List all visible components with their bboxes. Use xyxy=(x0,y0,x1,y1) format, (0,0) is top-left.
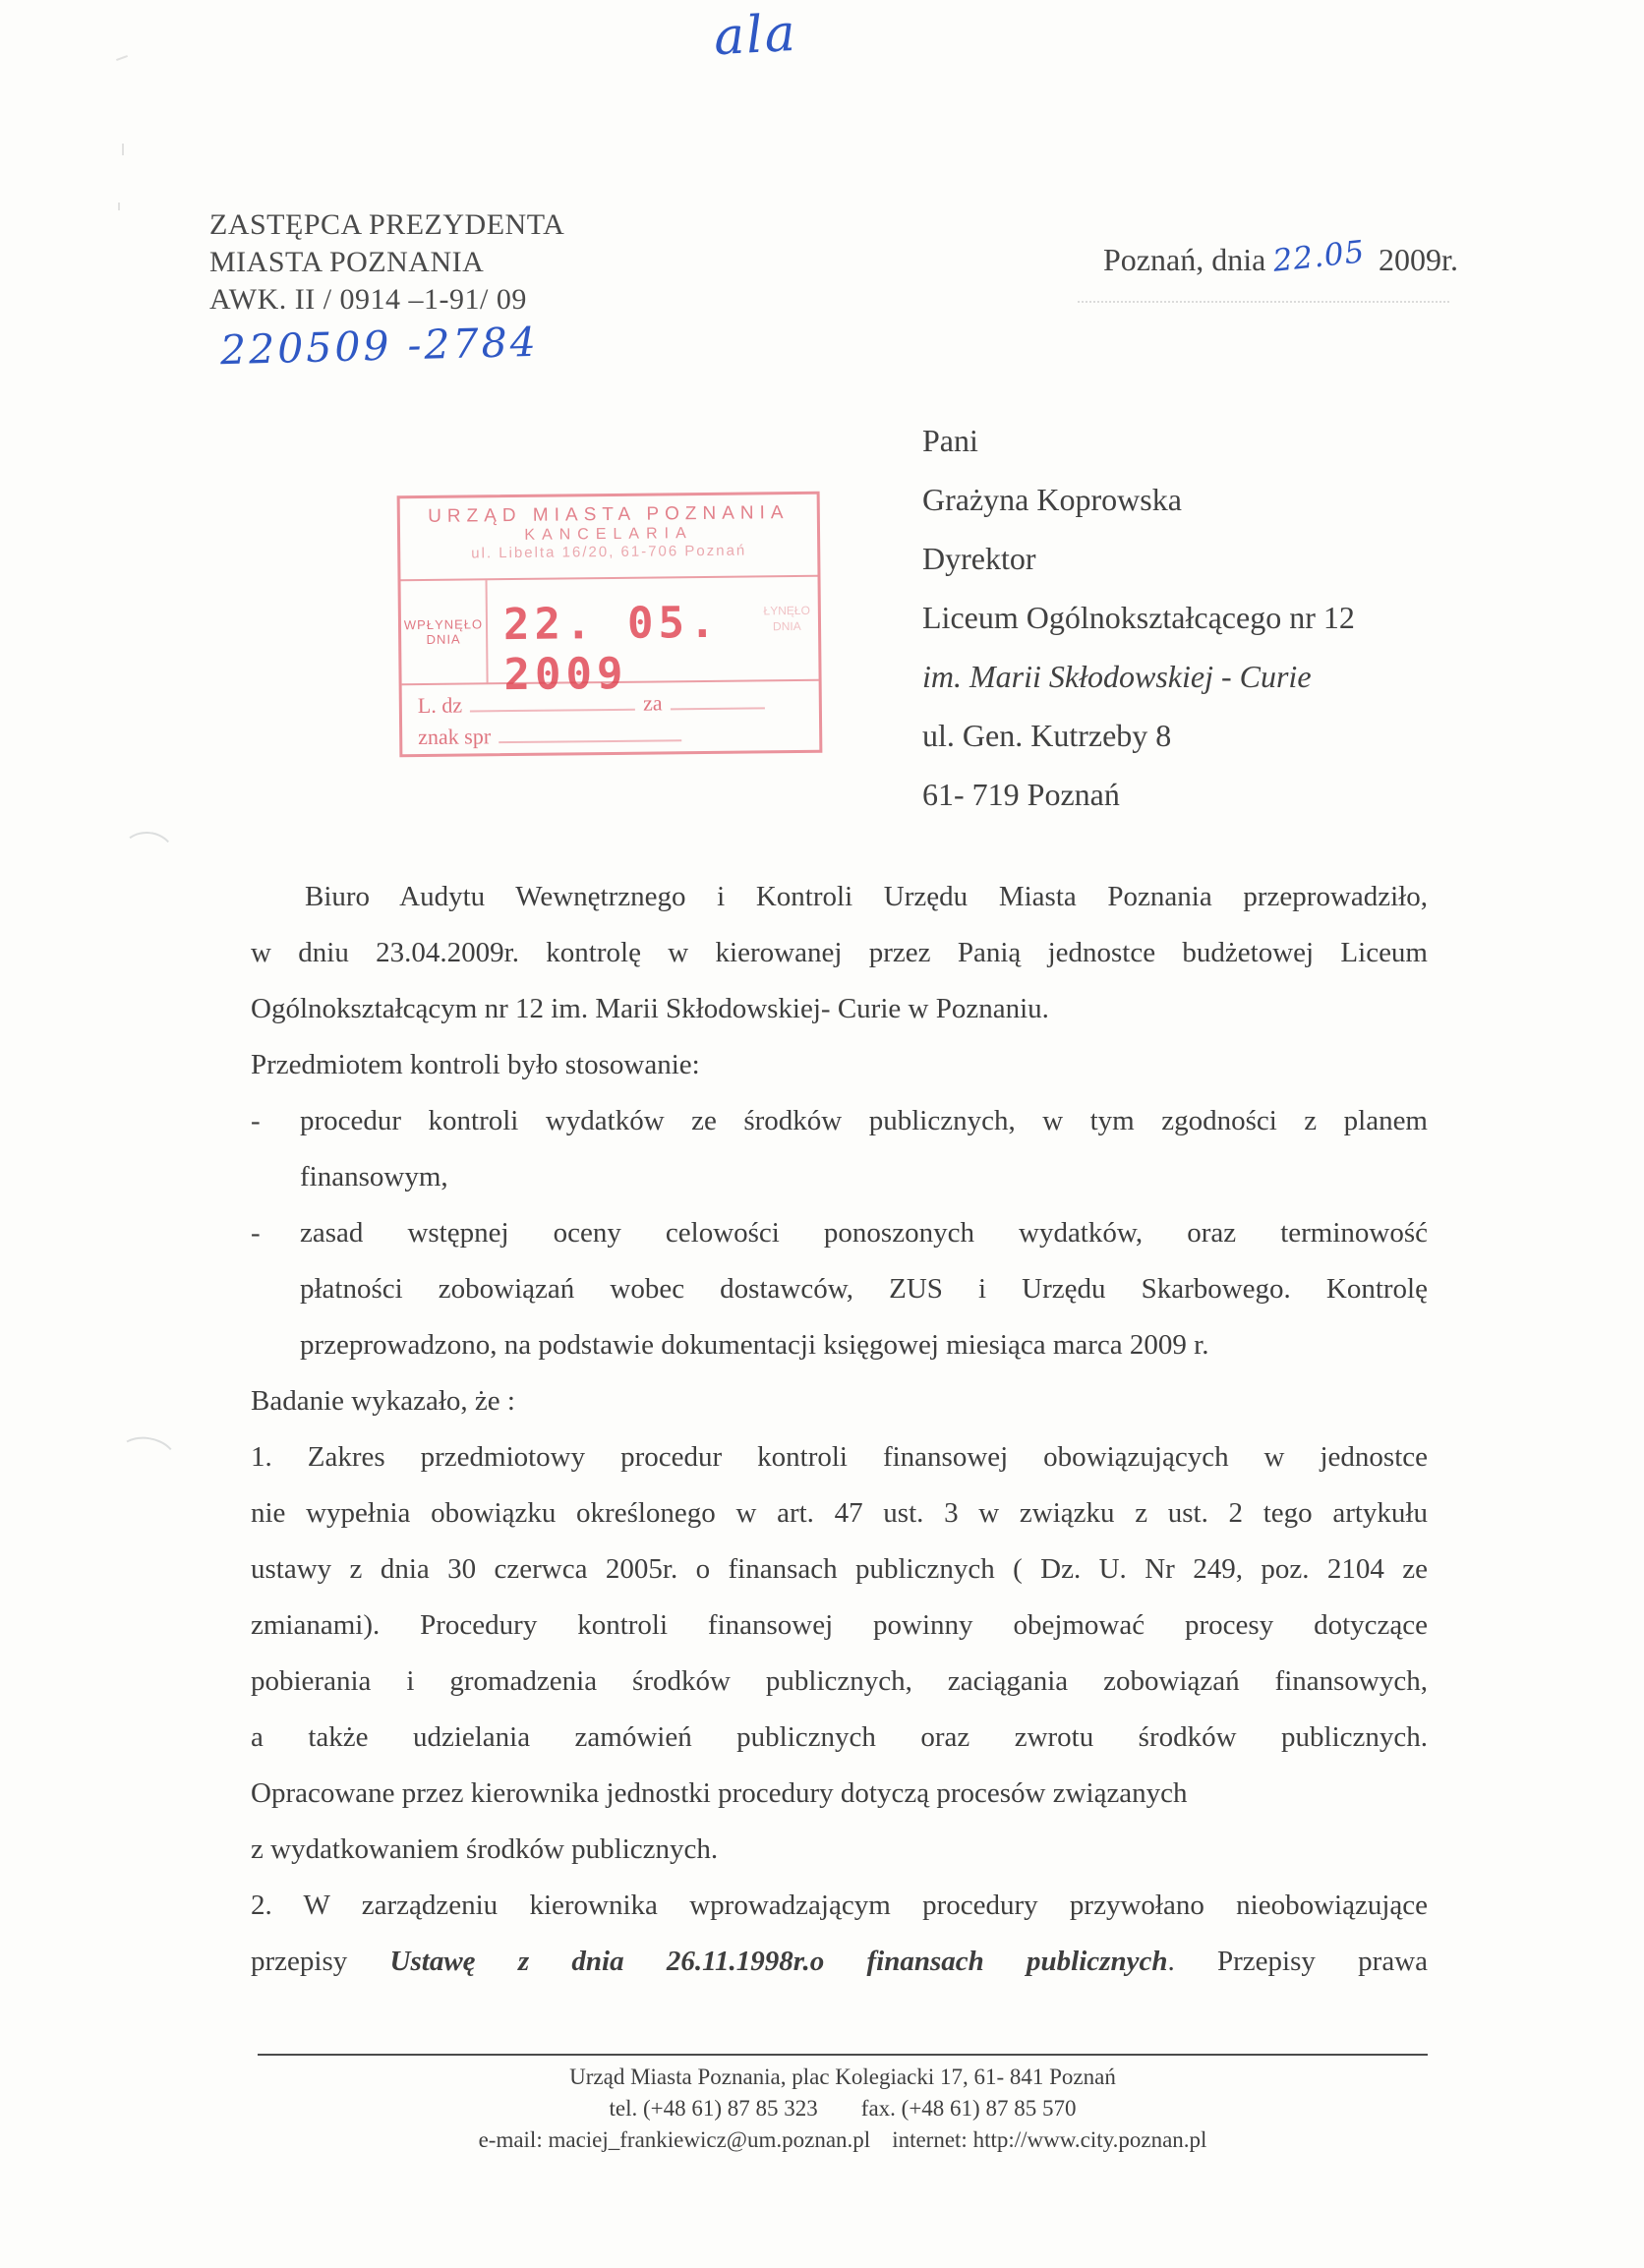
body-line xyxy=(251,981,1428,1037)
footer-divider xyxy=(258,2054,1428,2056)
stamp-ghost-line1: ŁYNĘŁO xyxy=(763,603,810,618)
sender-title-line2: MIASTA POZNANIA xyxy=(209,246,485,278)
stamp-za-label: za xyxy=(642,690,663,716)
stamp-ldz-row xyxy=(418,689,809,719)
body-text xyxy=(251,869,1428,1990)
scan-speck xyxy=(116,55,128,61)
footer-contact-line xyxy=(258,2093,1428,2124)
scan-speck xyxy=(122,144,124,155)
body-text-segment: ustawy z dnia 30 czerwca 2005r. o finansach publicznych ( Dz. U. Nr 249, poz. 2104 ze xyxy=(251,1553,1428,1585)
body-line xyxy=(251,1878,1428,1934)
stamp-received-label xyxy=(401,580,489,683)
body-line xyxy=(251,925,1428,981)
stamp-registry-fields xyxy=(402,681,820,750)
body-line xyxy=(251,1541,1428,1598)
body-text-segment: Ustawę z dnia 26.11.1998r.o finansach publicznych xyxy=(389,1946,1168,1977)
body-text-segment: Ogólnokształcącym nr 12 im. Marii Skłodowskiej- Curie w Poznaniu. xyxy=(251,993,1049,1024)
body-text-segment: płatności zobowiązań wobec dostawców, ZUS i Urzędu Skarbowego. Kontrolę xyxy=(300,1273,1428,1305)
body-text-segment: zasad wstępnej oceny celowości ponoszonych wydatków, oraz terminowość xyxy=(300,1217,1428,1249)
handwritten-annotation-top: ala xyxy=(712,3,799,68)
scan-speck xyxy=(118,203,120,210)
scan-artifact-arc xyxy=(118,829,178,882)
scan-artifact-arc xyxy=(113,1432,181,1485)
body-text-segment: 1. Zakres przedmiotowy procedur kontroli finansowej obowiązujących w jednostce xyxy=(251,1441,1428,1473)
body-text-segment: . Przepisy prawa xyxy=(1167,1946,1429,1977)
footer-address: Urząd Miasta Poznania, plac Kolegiacki 17, 61- 841 Poznań xyxy=(569,2064,1116,2089)
body-line xyxy=(251,1317,1428,1373)
footer-email: e-mail: maciej_frankiewicz@um.poznan.pl xyxy=(478,2127,871,2152)
footer-fax: fax. (+48 61) 87 85 570 xyxy=(860,2096,1077,2121)
stamp-blank-line xyxy=(670,691,764,710)
kancelaria-registry-stamp xyxy=(397,492,823,757)
stamp-header xyxy=(400,494,818,581)
body-line xyxy=(251,1205,1428,1261)
recipient-line: Grażyna Koprowska xyxy=(922,482,1182,517)
footer-internet: internet: http://www.city.poznan.pl xyxy=(892,2127,1207,2152)
body-text-segment: przepisy xyxy=(251,1946,390,1977)
handwritten-date: 22.05 xyxy=(1271,234,1368,279)
body-text-segment: Przedmiotem kontroli było stosowanie: xyxy=(251,1049,700,1080)
body-text-segment: nie wypełnia obowiązku określonego w art. 47 ust. 3 w związku z ust. 2 tego artykułu xyxy=(251,1497,1428,1529)
stamp-received-word: WPŁYNĘŁO xyxy=(403,616,484,633)
recipient-line: Pani xyxy=(922,423,978,458)
body-line xyxy=(251,1766,1428,1822)
recipient-block xyxy=(922,411,1355,824)
date-line xyxy=(1103,234,1458,279)
body-line xyxy=(251,869,1428,925)
recipient-line: 61- 719 Poznań xyxy=(922,777,1120,812)
stamp-ldz-label: L. dz xyxy=(417,692,463,719)
stamp-received-date: 22. 05. 2009 xyxy=(502,597,721,701)
body-line xyxy=(251,1037,1428,1093)
list-dash: - xyxy=(251,1105,261,1136)
stamp-blank-line xyxy=(499,724,681,743)
body-line xyxy=(251,1093,1428,1149)
body-line xyxy=(251,1934,1428,1990)
stamp-blank-line xyxy=(470,693,635,713)
body-line xyxy=(251,1598,1428,1654)
body-text-segment: zmianami). Procedury kontroli finansowej powinny obejmować procesy dotyczące xyxy=(251,1609,1428,1641)
body-text-segment: finansowym, xyxy=(300,1161,448,1192)
recipient-line: Liceum Ogólnokształcącego nr 12 xyxy=(922,600,1355,635)
body-text-segment: Badanie wykazało, że : xyxy=(251,1385,515,1417)
body-line xyxy=(251,1373,1428,1429)
body-line xyxy=(251,1149,1428,1205)
sender-title-line1: ZASTĘPCA PREZYDENTA xyxy=(209,208,565,241)
stamp-office-name: URZĄD MIASTA POZNANIA xyxy=(428,502,790,527)
body-text-segment: procedur kontroli wydatków ze środków publicznych, w tym zgodności z planem xyxy=(300,1105,1428,1136)
date-place-prefix: Poznań, dnia xyxy=(1103,242,1266,277)
body-text-segment: Biuro Audytu Wewnętrznego i Kontroli Urzędu Miasta Poznania przeprowadziło, xyxy=(305,881,1428,912)
recipient-line: Dyrektor xyxy=(922,541,1036,576)
body-text-segment: 2. W zarządzeniu kierownika wprowadzającym procedury przywołano nieobowiązujące xyxy=(251,1890,1428,1921)
recipient-line: im. Marii Skłodowskiej - Curie xyxy=(922,659,1312,694)
recipient-line: ul. Gen. Kutrzeby 8 xyxy=(922,718,1172,753)
body-line xyxy=(251,1261,1428,1317)
body-line xyxy=(251,1485,1428,1541)
stamp-znak-label: znak spr xyxy=(418,724,492,750)
stamp-date-row xyxy=(401,577,819,701)
body-text-segment: w dniu 23.04.2009r. kontrolę w kierowanej przez Panią jednostce budżetowej Liceum xyxy=(251,937,1428,968)
faded-dotted-line xyxy=(1078,301,1449,303)
stamp-ghost-line2: DNIA xyxy=(772,618,801,634)
footer-tel: tel. (+48 61) 87 85 323 xyxy=(609,2096,818,2121)
body-text-segment: Opracowane przez kierownika jednostki procedury dotyczą procesów związanych xyxy=(251,1777,1188,1809)
body-text-segment: z wydatkowaniem środków publicznych. xyxy=(251,1833,719,1865)
stamp-office-address: ul. Libelta 16/20, 61-706 Poznań xyxy=(471,542,747,562)
body-line xyxy=(251,1429,1428,1485)
stamp-office-unit: KANCELARIA xyxy=(524,525,693,544)
stamp-received-dnia: DNIA xyxy=(426,631,461,647)
footer-online-line xyxy=(258,2124,1428,2156)
footer-block xyxy=(258,2062,1428,2156)
body-line xyxy=(251,1822,1428,1878)
body-line xyxy=(251,1710,1428,1766)
sender-reference-number: AWK. II / 0914 –1-91/ 09 xyxy=(209,283,527,316)
body-line xyxy=(251,1654,1428,1710)
date-year-suffix: 2009r. xyxy=(1379,242,1458,277)
body-text-segment: przeprowadzono, na podstawie dokumentacji księgowej miesiąca marca 2009 r. xyxy=(300,1329,1209,1361)
body-text-segment: a także udzielania zamówień publicznych oraz zwrotu środków publicznych. xyxy=(251,1721,1428,1753)
stamp-znak-row xyxy=(418,721,809,750)
stamp-ghost-impression xyxy=(763,603,810,634)
body-text-segment: pobierania i gromadzenia środków publicznych, zaciągania zobowiązań finansowych, xyxy=(251,1665,1428,1697)
list-dash: - xyxy=(251,1217,261,1249)
handwritten-file-number: 220509 -2784 xyxy=(219,318,540,375)
sender-block xyxy=(209,206,564,319)
